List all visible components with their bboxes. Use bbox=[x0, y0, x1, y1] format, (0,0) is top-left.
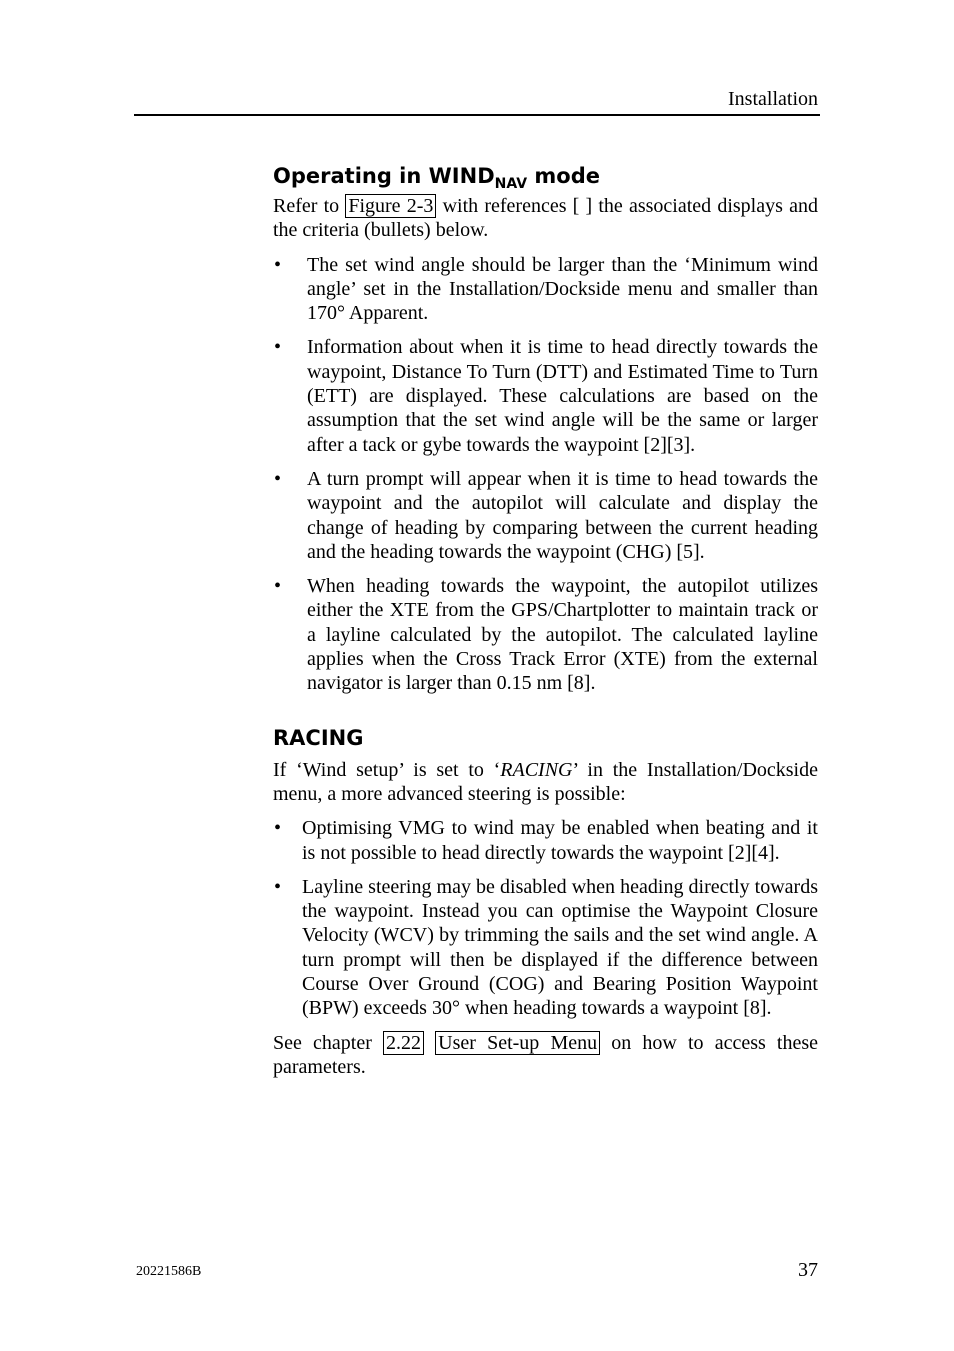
list-item: • The set wind angle should be larger than the ‘Minimum wind angle’ set in the Installation/Dockside menu and smaller than 170° Apparent. bbox=[273, 253, 818, 326]
section-heading-racing: RACING bbox=[273, 725, 364, 750]
racing-bullet-list bbox=[273, 816, 818, 1020]
page-number: 37 bbox=[798, 1259, 818, 1281]
chapter-link[interactable]: 2.22 bbox=[383, 1031, 424, 1055]
heading-end: mode bbox=[527, 164, 600, 188]
list-item: • A turn prompt will appear when it is time to head towards the waypoint and the autopilot will calculate and display the change of heading by comparing between the current heading and the heading towards the waypoint (CHG) [5]. bbox=[273, 467, 818, 564]
heading-subscript: NAV bbox=[494, 176, 528, 192]
user-setup-menu-link[interactable]: User Set-up Menu bbox=[435, 1031, 600, 1055]
list-item: • When heading towards the waypoint, the autopilot utilizes either the XTE from the GPS/Chartplotter to maintain track or a layline calculated by the autopilot. The calculated layline applies when the Cross Track Error (XTE) from the external navigator is larger than 0.15 nm [8]. bbox=[273, 574, 818, 695]
footer-doc-code: 20221586B bbox=[136, 1264, 202, 1279]
windnav-bullet-list bbox=[273, 253, 818, 696]
header-rule bbox=[134, 114, 820, 116]
section-heading-windnav bbox=[273, 160, 818, 192]
main-content bbox=[273, 160, 818, 1079]
list-item: • Layline steering may be disabled when heading directly towards the waypoint. Instead you can optimise the Waypoint Closure Velocity (WCV) by trimming the sails and the set wind angle. A turn prompt will then be displayed if the difference between Course Over Ground (COG) and Bearing Position Waypoint (BPW) exceeds 30° when heading towards a waypoint [8]. bbox=[273, 875, 818, 1021]
racing-italic: RACING bbox=[500, 758, 573, 781]
section1-intro bbox=[273, 194, 818, 243]
heading-text: Operating in WIND bbox=[273, 164, 495, 188]
see-text-end: on how to access these parameters. bbox=[273, 1031, 819, 1078]
figure-link[interactable]: Figure 2-3 bbox=[345, 194, 436, 218]
section2-intro bbox=[273, 758, 818, 807]
intro-text: If ‘Wind setup’ is set to ‘ bbox=[273, 758, 501, 781]
page-header-title: Installation bbox=[728, 88, 818, 110]
intro-text-end: ’ in the Installation/Dockside menu, a more advanced steering is possible: bbox=[273, 758, 818, 805]
list-item: • Information about when it is time to head directly towards the waypoint, Distance To Turn (DTT) and Estimated Time to Turn (ETT) are displayed. These calculations are based on the assumption that the set wind angle will be the same or larger after a tack or gybe towards the waypoint [2][3]. bbox=[273, 335, 818, 456]
list-item: • Optimising VMG to wind may be enabled when beating and it is not possible to head directly towards the waypoint [2][4]. bbox=[273, 816, 818, 865]
intro-text: Refer to bbox=[273, 195, 346, 217]
see-chapter-paragraph bbox=[273, 1031, 818, 1080]
see-text: See chapter bbox=[273, 1031, 384, 1054]
intro-text-end: with references [ ] the associated displays and the criteria (bullets) below. bbox=[273, 195, 818, 242]
